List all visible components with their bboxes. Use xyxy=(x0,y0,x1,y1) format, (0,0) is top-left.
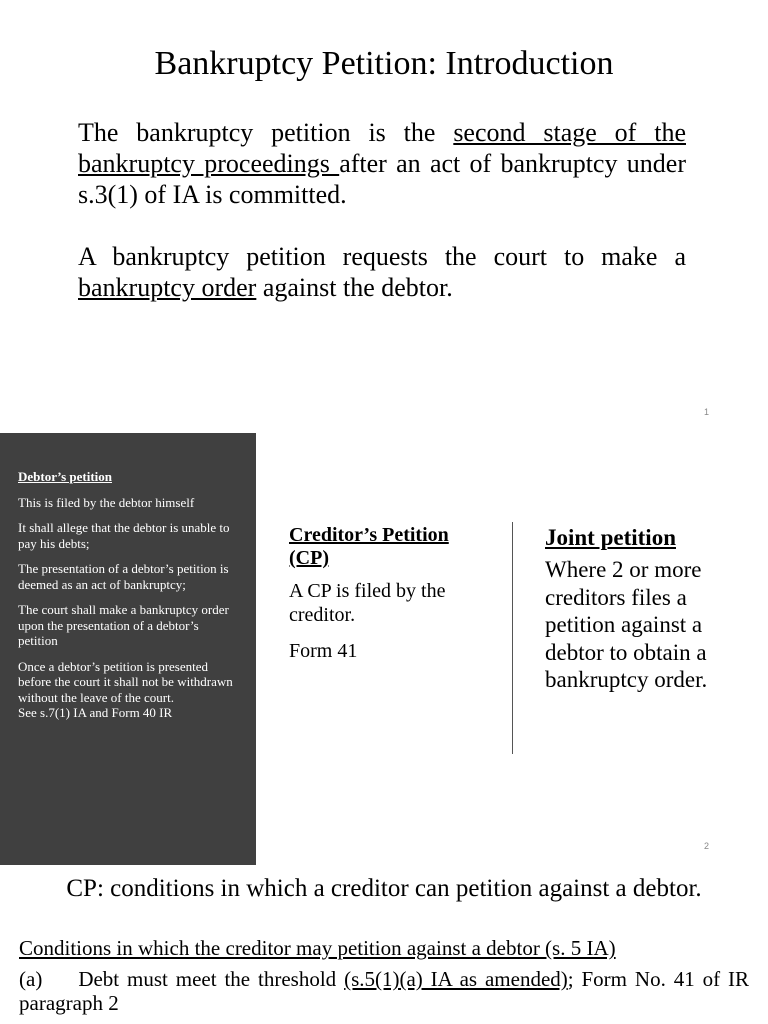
creditor-petition-heading: Creditor’s Petition (CP) xyxy=(289,524,449,569)
intro-p1-text-a: The bankruptcy petition is the xyxy=(78,118,454,147)
intro-p2-underlined: bankruptcy order xyxy=(78,273,257,302)
condition-item-text-b: ; Form No. 41 of IR paragraph 2 xyxy=(19,967,749,1015)
slide-number: 1 xyxy=(704,407,710,417)
intro-p2-text-a: A bankruptcy petition requests the court to make a xyxy=(78,242,686,271)
slide-1 xyxy=(0,0,768,432)
intro-p2-text-b: against the debtor. xyxy=(256,273,453,302)
slide-1-title: Bankruptcy Petition: Introduction xyxy=(154,45,614,82)
slide-number: 2 xyxy=(704,841,710,851)
condition-item-text-a: Debt must meet the threshold xyxy=(78,967,345,991)
creditor-petition-form: Form 41 xyxy=(289,640,358,662)
condition-item-a xyxy=(19,967,749,1015)
debtor-petition-item: The court shall make a bankruptcy order upon the presentation of a debtor’s petition xyxy=(18,602,229,648)
slide-3 xyxy=(0,866,768,1024)
column-divider xyxy=(512,522,513,754)
creditor-petition-text: A CP is filed by the creditor. xyxy=(289,580,446,626)
joint-petition-heading: Joint petition xyxy=(545,525,676,550)
debtor-petition-heading: Debtor’s petition xyxy=(18,469,112,484)
debtor-petition-item: It shall allege that the debtor is unable to pay his debts; xyxy=(18,520,230,551)
debtor-petition-panel xyxy=(0,433,256,865)
debtor-petition-item: Once a debtor’s petition is presented before the court it shall not be withdrawn without the leave of the court. xyxy=(18,658,233,705)
debtor-petition-item: This is filed by the debtor himself xyxy=(18,494,195,510)
intro-paragraph-2 xyxy=(78,241,686,303)
condition-item-label: (a) xyxy=(19,967,43,991)
debtor-petition-reference: See s.7(1) IA and Form 40 IR xyxy=(18,705,173,720)
intro-p1-underlined: second stage of the bankruptcy proceedings xyxy=(78,118,686,178)
intro-p1-text-b: after an act of bankruptcy under s.3(1) of IA is committed. xyxy=(78,149,686,209)
condition-item-underlined: (s.5(1)(a) IA as amended) xyxy=(344,967,568,991)
conditions-subheading: Conditions in which the creditor may petition against a debtor (s. 5 IA) xyxy=(19,936,616,960)
joint-petition-column xyxy=(545,524,745,694)
creditor-petition-column xyxy=(289,524,489,675)
debtor-petition-item: The presentation of a debtor’s petition is deemed as an act of bankruptcy; xyxy=(18,561,229,592)
joint-petition-text: Where 2 or more creditors files a petition against a debtor to obtain a bankruptcy order. xyxy=(545,557,708,692)
intro-paragraph-1 xyxy=(78,117,686,210)
slide-3-title: CP: conditions in which a creditor can petition against a debtor. xyxy=(66,875,702,902)
slide-2 xyxy=(0,433,768,865)
debtor-petition-content xyxy=(18,469,240,731)
